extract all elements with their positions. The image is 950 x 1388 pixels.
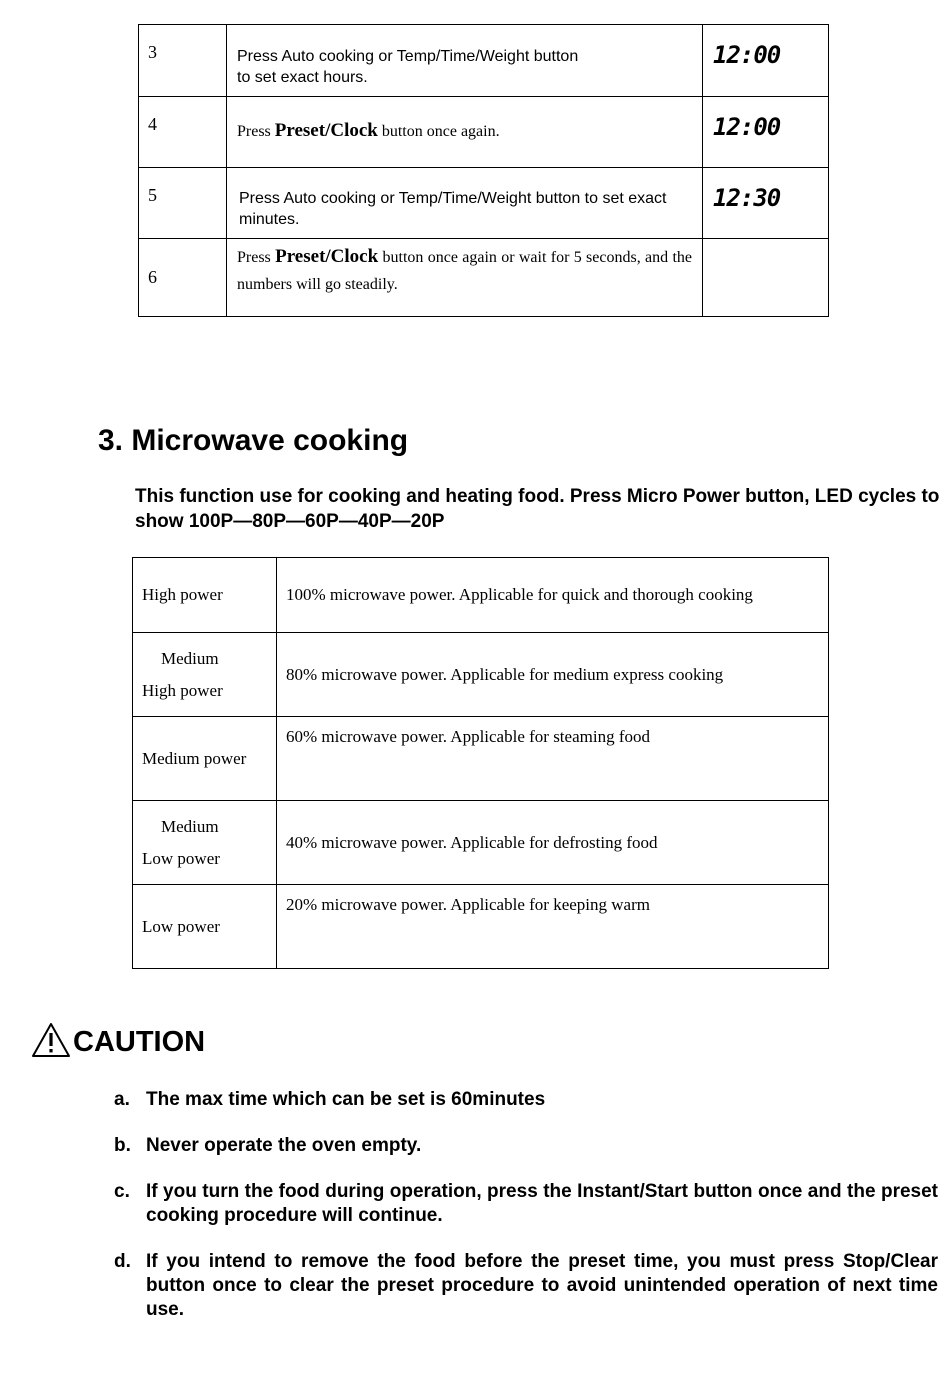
caution-item-text: If you turn the food during operation, press the Instant/Start button once and the preset cooking procedure will continue. xyxy=(146,1181,938,1226)
power-row xyxy=(133,717,829,801)
power-level-description: 20% microwave power. Applicable for keeping warm xyxy=(277,885,829,969)
step-row xyxy=(139,97,829,168)
caution-item-marker: c. xyxy=(114,1181,130,1202)
power-level-label: Medium Low power xyxy=(133,801,277,885)
power-row xyxy=(133,633,829,717)
caution-item-text: Never operate the oven empty. xyxy=(146,1135,422,1156)
step-number: 4 xyxy=(139,97,227,168)
caution-list xyxy=(114,1088,938,1344)
preset-clock-button-label: Preset/Clock xyxy=(275,246,379,267)
section-intro: This function use for cooking and heating food. Press Micro Power button, LED cycles to show 100P—80P—60P—40P—20P xyxy=(135,486,940,532)
warning-triangle-icon xyxy=(31,1022,71,1063)
caution-item xyxy=(114,1134,938,1158)
caution-item xyxy=(114,1250,938,1322)
step-description: Press Preset/Clock button once again. xyxy=(237,120,500,141)
step-number: 5 xyxy=(139,168,227,239)
caution-item xyxy=(114,1180,938,1228)
power-level-label: Medium power xyxy=(133,717,277,801)
caution-item-marker: b. xyxy=(114,1135,131,1156)
power-level-description: 80% microwave power. Applicable for medium express cooking xyxy=(277,633,829,717)
power-level-description: 40% microwave power. Applicable for defrosting food xyxy=(277,801,829,885)
power-level-description: 60% microwave power. Applicable for steaming food xyxy=(277,717,829,801)
step-row xyxy=(139,239,829,317)
step-description: Press Preset/Clock button once again or wait for 5 seconds, and the numbers will go steadily. xyxy=(237,246,693,293)
step-number: 3 xyxy=(139,25,227,97)
caution-item-text: If you intend to remove the food before the preset time, you must press Stop/Clear button once to clear the preset procedure to avoid unintended operation of next time use. xyxy=(146,1251,938,1320)
power-row xyxy=(133,801,829,885)
clock-display: 12:00 xyxy=(713,41,781,69)
power-levels-table xyxy=(132,557,829,969)
step-description: Press Auto cooking or Temp/Time/Weight button to set exact hours. xyxy=(237,48,579,86)
step-row xyxy=(139,25,829,97)
step-row xyxy=(139,168,829,239)
caution-heading xyxy=(31,1022,205,1063)
power-level-description: 100% microwave power. Applicable for quick and thorough cooking xyxy=(277,558,829,633)
preset-clock-button-label: Preset/Clock xyxy=(274,120,378,141)
step-description: Press Auto cooking or Temp/Time/Weight button to set exact minutes. xyxy=(239,190,667,228)
power-row xyxy=(133,885,829,969)
step-number: 6 xyxy=(139,239,227,317)
power-row xyxy=(133,558,829,633)
clock-display: 12:30 xyxy=(713,184,781,212)
caution-item xyxy=(114,1088,938,1112)
clock-steps-table xyxy=(138,24,829,317)
clock-display: 12:00 xyxy=(713,113,781,141)
caution-item-marker: a. xyxy=(114,1089,130,1110)
caution-title: CAUTION xyxy=(73,1026,206,1058)
power-level-label: Low power xyxy=(133,885,277,969)
caution-item-text: The max time which can be set is 60minutes xyxy=(146,1089,546,1110)
power-level-label: High power xyxy=(133,558,277,633)
caution-item-marker: d. xyxy=(114,1251,131,1272)
power-level-label: Medium High power xyxy=(133,633,277,717)
section-title: 3. Microwave cooking xyxy=(98,424,409,457)
